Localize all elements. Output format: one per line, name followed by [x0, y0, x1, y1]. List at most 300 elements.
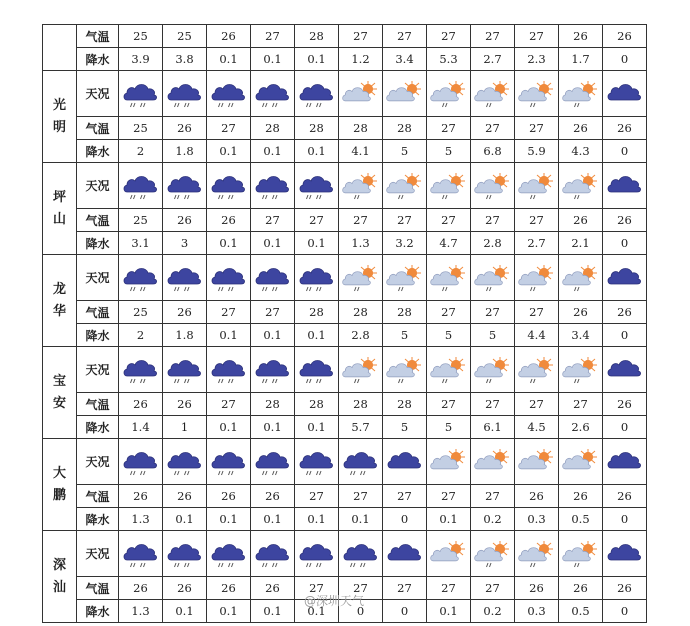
- temp-row: [43, 485, 647, 508]
- temp-cell: 28: [383, 301, 427, 324]
- rain-cloud-icon: [163, 163, 207, 209]
- rain-cell: 0: [603, 416, 647, 439]
- temp-cell: 27: [559, 393, 603, 416]
- temp-cell: 27: [471, 393, 515, 416]
- temp-cell: 26: [251, 485, 295, 508]
- rain-cell: 2: [119, 140, 163, 163]
- sun-cloud-rain-icon: [427, 255, 471, 301]
- rain-cell: 1.3: [119, 600, 163, 623]
- rain-row: [43, 508, 647, 531]
- district-name: [43, 255, 77, 347]
- rain-cloud-icon: [163, 531, 207, 577]
- temp-cell: 28: [295, 301, 339, 324]
- rain-cell: 0.1: [207, 600, 251, 623]
- rain-cloud-icon: [295, 347, 339, 393]
- temp-cell: 26: [163, 301, 207, 324]
- rain-cloud-icon: [207, 531, 251, 577]
- rain-cell: 1.7: [559, 48, 603, 71]
- rain-cell: 5.9: [515, 140, 559, 163]
- rain-cell: 5: [383, 416, 427, 439]
- rain-cell: 0.1: [207, 232, 251, 255]
- rain-cell: 0.1: [427, 508, 471, 531]
- rain-cell: 0.1: [251, 48, 295, 71]
- rain-cell: 0: [603, 508, 647, 531]
- sun-cloud-rain-icon: [383, 163, 427, 209]
- sun-cloud-rain-icon: [427, 163, 471, 209]
- rain-row: [43, 232, 647, 255]
- temp-cell: 26: [251, 577, 295, 600]
- rain-cell: 0: [603, 600, 647, 623]
- rain-label: 降水: [77, 140, 119, 163]
- temp-cell: 27: [207, 393, 251, 416]
- sun-cloud-icon: [427, 531, 471, 577]
- rain-cloud-icon: [251, 347, 295, 393]
- rain-cell: 0: [383, 508, 427, 531]
- rain-cell: 0: [603, 324, 647, 347]
- district-name-stack: [43, 95, 76, 139]
- temp-cell: 28: [251, 393, 295, 416]
- temp-cell: 27: [383, 485, 427, 508]
- district-name-stack: [43, 187, 76, 231]
- rain-cell: 1.3: [339, 232, 383, 255]
- temp-cell: 27: [339, 209, 383, 232]
- temp-cell: 25: [119, 25, 163, 48]
- rain-cloud-icon: [295, 71, 339, 117]
- rain-cloud-icon: [251, 163, 295, 209]
- rain-cell: 3.2: [383, 232, 427, 255]
- temp-cell: 28: [383, 393, 427, 416]
- rain-cell: 2.8: [339, 324, 383, 347]
- rain-cell: 1.3: [119, 508, 163, 531]
- temp-cell: 27: [471, 209, 515, 232]
- rain-cell: 3.4: [383, 48, 427, 71]
- rain-cloud-icon: [119, 439, 163, 485]
- sun-cloud-rain-icon: [471, 255, 515, 301]
- temp-cell: 27: [471, 577, 515, 600]
- rain-cell: 2.1: [559, 232, 603, 255]
- temp-cell: 27: [427, 209, 471, 232]
- temp-cell: 26: [119, 577, 163, 600]
- temp-cell: 26: [559, 209, 603, 232]
- temp-cell: 26: [603, 117, 647, 140]
- temp-cell: 27: [383, 25, 427, 48]
- temp-cell: 26: [603, 25, 647, 48]
- temp-cell: 27: [427, 301, 471, 324]
- rain-cell: 0: [603, 232, 647, 255]
- rain-cell: 1.8: [163, 140, 207, 163]
- temp-cell: 26: [163, 209, 207, 232]
- rain-cloud-icon: [119, 347, 163, 393]
- temp-row: [43, 209, 647, 232]
- temp-cell: 27: [295, 209, 339, 232]
- rain-label: 降水: [77, 48, 119, 71]
- rain-cell: 0.1: [295, 324, 339, 347]
- rain-cloud-icon: [207, 71, 251, 117]
- temp-cell: 28: [339, 393, 383, 416]
- district-name-char: 山: [52, 211, 66, 227]
- watermark: @深圳天气: [304, 594, 365, 608]
- sky-row: [43, 71, 647, 117]
- temp-cell: 27: [207, 301, 251, 324]
- temp-cell: 25: [163, 25, 207, 48]
- rain-cloud-icon: [339, 439, 383, 485]
- temp-cell: 27: [383, 209, 427, 232]
- temp-cell: 27: [471, 117, 515, 140]
- district-name-stack: [43, 371, 76, 415]
- temp-label: 气温: [77, 117, 119, 140]
- sun-cloud-icon: [383, 71, 427, 117]
- district-name-stack: [43, 279, 76, 323]
- rain-cell: 0.1: [207, 48, 251, 71]
- temp-cell: 26: [559, 577, 603, 600]
- rain-label: 降水: [77, 416, 119, 439]
- district-name-stack: [43, 463, 76, 507]
- rain-cell: 5: [427, 324, 471, 347]
- temp-cell: 28: [383, 117, 427, 140]
- district-name: [43, 347, 77, 439]
- rain-cell: 5: [471, 324, 515, 347]
- rain-cell: 0.1: [295, 232, 339, 255]
- temp-cell: 26: [163, 393, 207, 416]
- sun-cloud-rain-icon: [383, 255, 427, 301]
- rain-cell: 0.5: [559, 600, 603, 623]
- rain-cell: 0.1: [207, 324, 251, 347]
- temp-cell: 26: [119, 393, 163, 416]
- rain-cell: 1.4: [119, 416, 163, 439]
- temp-cell: 27: [427, 117, 471, 140]
- rain-cell: 0.2: [471, 508, 515, 531]
- district-name-char: 大: [52, 465, 66, 481]
- sun-cloud-rain-icon: [339, 255, 383, 301]
- district-name-char: 龙: [52, 281, 66, 297]
- temp-cell: 27: [339, 577, 383, 600]
- sun-cloud-rain-icon: [559, 163, 603, 209]
- temp-cell: 28: [251, 117, 295, 140]
- district-name-char: 光: [52, 97, 66, 113]
- temp-cell: 26: [207, 209, 251, 232]
- sky-label: 天况: [77, 255, 119, 301]
- temp-cell: 26: [163, 117, 207, 140]
- temp-cell: 26: [207, 577, 251, 600]
- sky-row: [43, 439, 647, 485]
- district-name: [43, 439, 77, 531]
- rain-cell: 0.1: [251, 600, 295, 623]
- corner-cell: [43, 25, 77, 71]
- rain-cloud-icon: [251, 439, 295, 485]
- temp-cell: 27: [427, 577, 471, 600]
- temp-cell: 27: [339, 25, 383, 48]
- rain-cloud-icon: [163, 71, 207, 117]
- temp-cell: 27: [471, 485, 515, 508]
- temp-cell: 26: [163, 485, 207, 508]
- rain-cell: 0.1: [295, 600, 339, 623]
- sun-cloud-rain-icon: [515, 531, 559, 577]
- district-name-char: 汕: [52, 579, 66, 595]
- rain-cloud-icon: [251, 531, 295, 577]
- sky-label: 天况: [77, 347, 119, 393]
- rain-cloud-icon: [119, 531, 163, 577]
- rain-cell: 2: [119, 324, 163, 347]
- temp-cell: 28: [295, 117, 339, 140]
- rain-cell: 3.1: [119, 232, 163, 255]
- temp-cell: 27: [295, 485, 339, 508]
- temp-row: [43, 117, 647, 140]
- temp-cell: 26: [559, 301, 603, 324]
- sky-row: [43, 347, 647, 393]
- rain-cloud-icon: [119, 163, 163, 209]
- temp-cell: 25: [119, 209, 163, 232]
- sun-cloud-rain-icon: [515, 347, 559, 393]
- rain-cloud-icon: [295, 531, 339, 577]
- rain-cell: 1: [163, 416, 207, 439]
- rain-cell: 0.1: [163, 600, 207, 623]
- rain-cell: 3: [163, 232, 207, 255]
- sun-cloud-icon: [427, 439, 471, 485]
- rain-cell: 0.1: [339, 508, 383, 531]
- rain-cell: 2.8: [471, 232, 515, 255]
- rain-cell: 2.6: [559, 416, 603, 439]
- temp-cell: 27: [427, 25, 471, 48]
- temp-cell: 26: [603, 209, 647, 232]
- temp-cell: 27: [515, 393, 559, 416]
- rain-cell: 0.1: [295, 508, 339, 531]
- rain-cell: 2.7: [515, 232, 559, 255]
- sun-cloud-rain-icon: [383, 347, 427, 393]
- rain-cloud-icon: [163, 347, 207, 393]
- temp-cell: 27: [427, 393, 471, 416]
- temp-cell: 27: [515, 25, 559, 48]
- rain-row: [43, 140, 647, 163]
- temp-cell: 27: [251, 25, 295, 48]
- temp-cell: 26: [207, 485, 251, 508]
- rain-cell: 0.1: [295, 140, 339, 163]
- rain-cell: 0.1: [427, 600, 471, 623]
- rain-cloud-icon: [207, 347, 251, 393]
- rain-cell: 0.3: [515, 508, 559, 531]
- district-name-char: 华: [52, 303, 66, 319]
- sun-cloud-rain-icon: [471, 531, 515, 577]
- temp-label: 气温: [77, 209, 119, 232]
- temp-row: [43, 301, 647, 324]
- sky-label: 天况: [77, 531, 119, 577]
- rain-cell: 0.1: [251, 324, 295, 347]
- temp-label: 气温: [77, 577, 119, 600]
- temp-cell: 27: [515, 117, 559, 140]
- temp-cell: 27: [251, 301, 295, 324]
- temp-cell: 26: [603, 393, 647, 416]
- rain-cell: 6.8: [471, 140, 515, 163]
- rain-cloud-icon: [295, 439, 339, 485]
- cloud-icon: [603, 531, 647, 577]
- district-name-char: 深: [52, 557, 66, 573]
- temp-label: 气温: [77, 25, 119, 48]
- district-name-char: 明: [52, 119, 66, 135]
- rain-cell: 0.1: [207, 416, 251, 439]
- rain-label: 降水: [77, 600, 119, 623]
- rain-cell: 5: [383, 140, 427, 163]
- rain-cloud-icon: [163, 255, 207, 301]
- rain-cell: 1.8: [163, 324, 207, 347]
- rain-cell: 0.1: [251, 508, 295, 531]
- rain-cell: 0: [603, 140, 647, 163]
- rain-cell: 5.3: [427, 48, 471, 71]
- rain-cell: 0.1: [207, 140, 251, 163]
- district-name: [43, 531, 77, 623]
- rain-row: [43, 416, 647, 439]
- sky-label: 天况: [77, 71, 119, 117]
- sun-cloud-rain-icon: [515, 163, 559, 209]
- rain-cloud-icon: [119, 71, 163, 117]
- sun-cloud-rain-icon: [559, 347, 603, 393]
- district-name-char: 鹏: [52, 487, 66, 503]
- forecast-table-wrapper: [42, 24, 647, 623]
- sun-cloud-rain-icon: [339, 163, 383, 209]
- sun-cloud-rain-icon: [471, 71, 515, 117]
- rain-cell: 2.7: [471, 48, 515, 71]
- rain-row: [43, 324, 647, 347]
- rain-cell: 0: [603, 48, 647, 71]
- sun-cloud-rain-icon: [471, 163, 515, 209]
- rain-cell: 5.7: [339, 416, 383, 439]
- rain-cell: 3.8: [163, 48, 207, 71]
- sky-label: 天况: [77, 163, 119, 209]
- temp-row: [43, 25, 647, 48]
- rain-cell: 4.4: [515, 324, 559, 347]
- temp-cell: 27: [207, 117, 251, 140]
- district-name: [43, 71, 77, 163]
- rain-cell: 0.2: [471, 600, 515, 623]
- rain-cell: 0.1: [295, 416, 339, 439]
- sun-cloud-rain-icon: [515, 71, 559, 117]
- rain-cloud-icon: [295, 255, 339, 301]
- temp-cell: 26: [163, 577, 207, 600]
- rain-cell: 4.5: [515, 416, 559, 439]
- sun-cloud-rain-icon: [471, 347, 515, 393]
- district-name-stack: [43, 555, 76, 599]
- temp-cell: 28: [339, 117, 383, 140]
- temp-cell: 26: [603, 485, 647, 508]
- temp-cell: 26: [515, 577, 559, 600]
- rain-cell: 5: [383, 324, 427, 347]
- rain-cell: 0.1: [163, 508, 207, 531]
- rain-cell: 0.3: [515, 600, 559, 623]
- cloud-icon: [383, 439, 427, 485]
- district-name: [43, 163, 77, 255]
- rain-cell: 4.7: [427, 232, 471, 255]
- temp-cell: 28: [339, 301, 383, 324]
- temp-cell: 27: [251, 209, 295, 232]
- sky-row: [43, 531, 647, 577]
- cloud-icon: [603, 71, 647, 117]
- weather-forecast-table: [42, 24, 647, 623]
- sun-cloud-icon: [339, 71, 383, 117]
- rain-cloud-icon: [251, 71, 295, 117]
- rain-row: [43, 48, 647, 71]
- temp-label: 气温: [77, 301, 119, 324]
- rain-cell: 1.2: [339, 48, 383, 71]
- temp-cell: 26: [559, 485, 603, 508]
- temp-cell: 26: [603, 577, 647, 600]
- district-name-char: 宝: [52, 373, 66, 389]
- sun-cloud-rain-icon: [559, 71, 603, 117]
- rain-label: 降水: [77, 324, 119, 347]
- rain-cloud-icon: [163, 439, 207, 485]
- rain-cell: 5: [427, 416, 471, 439]
- district-name-char: 坪: [52, 189, 66, 205]
- temp-label: 气温: [77, 485, 119, 508]
- rain-cloud-icon: [207, 255, 251, 301]
- sun-cloud-rain-icon: [339, 347, 383, 393]
- rain-cell: 0.1: [251, 140, 295, 163]
- sun-cloud-icon: [471, 439, 515, 485]
- sky-row: [43, 255, 647, 301]
- rain-cell: 3.4: [559, 324, 603, 347]
- rain-cloud-icon: [339, 531, 383, 577]
- temp-cell: 28: [295, 393, 339, 416]
- rain-cloud-icon: [251, 255, 295, 301]
- temp-cell: 25: [119, 301, 163, 324]
- rain-label: 降水: [77, 508, 119, 531]
- temp-cell: 27: [383, 577, 427, 600]
- temp-cell: 27: [515, 301, 559, 324]
- rain-cloud-icon: [119, 255, 163, 301]
- rain-cloud-icon: [207, 163, 251, 209]
- rain-cell: 0: [339, 600, 383, 623]
- rain-cloud-icon: [295, 163, 339, 209]
- sun-cloud-rain-icon: [559, 531, 603, 577]
- cloud-icon: [603, 347, 647, 393]
- rain-cell: 0.1: [251, 232, 295, 255]
- temp-cell: 26: [559, 117, 603, 140]
- rain-cell: 0: [383, 600, 427, 623]
- rain-cell: 3.9: [119, 48, 163, 71]
- temp-cell: 27: [295, 577, 339, 600]
- temp-cell: 27: [427, 485, 471, 508]
- rain-cell: 5: [427, 140, 471, 163]
- temp-cell: 27: [339, 485, 383, 508]
- rain-cell: 0.5: [559, 508, 603, 531]
- sun-cloud-icon: [559, 439, 603, 485]
- temp-cell: 26: [207, 25, 251, 48]
- rain-cloud-icon: [207, 439, 251, 485]
- rain-cell: 4.1: [339, 140, 383, 163]
- sun-cloud-rain-icon: [427, 347, 471, 393]
- rain-cell: 0.1: [295, 48, 339, 71]
- cloud-icon: [603, 439, 647, 485]
- rain-label: 降水: [77, 232, 119, 255]
- temp-cell: 27: [471, 25, 515, 48]
- district-name-char: 安: [52, 395, 66, 411]
- temp-cell: 27: [471, 301, 515, 324]
- temp-cell: 25: [119, 117, 163, 140]
- sun-cloud-rain-icon: [559, 255, 603, 301]
- temp-label: 气温: [77, 393, 119, 416]
- rain-cell: 6.1: [471, 416, 515, 439]
- cloud-icon: [383, 531, 427, 577]
- temp-cell: 26: [603, 301, 647, 324]
- sun-cloud-rain-icon: [515, 255, 559, 301]
- rain-cell: 0.1: [251, 416, 295, 439]
- rain-cell: 0.1: [207, 508, 251, 531]
- sun-cloud-rain-icon: [427, 71, 471, 117]
- cloud-icon: [603, 255, 647, 301]
- temp-row: [43, 393, 647, 416]
- temp-cell: 26: [559, 25, 603, 48]
- cloud-icon: [603, 163, 647, 209]
- sky-label: 天况: [77, 439, 119, 485]
- temp-cell: 26: [119, 485, 163, 508]
- temp-cell: 28: [295, 25, 339, 48]
